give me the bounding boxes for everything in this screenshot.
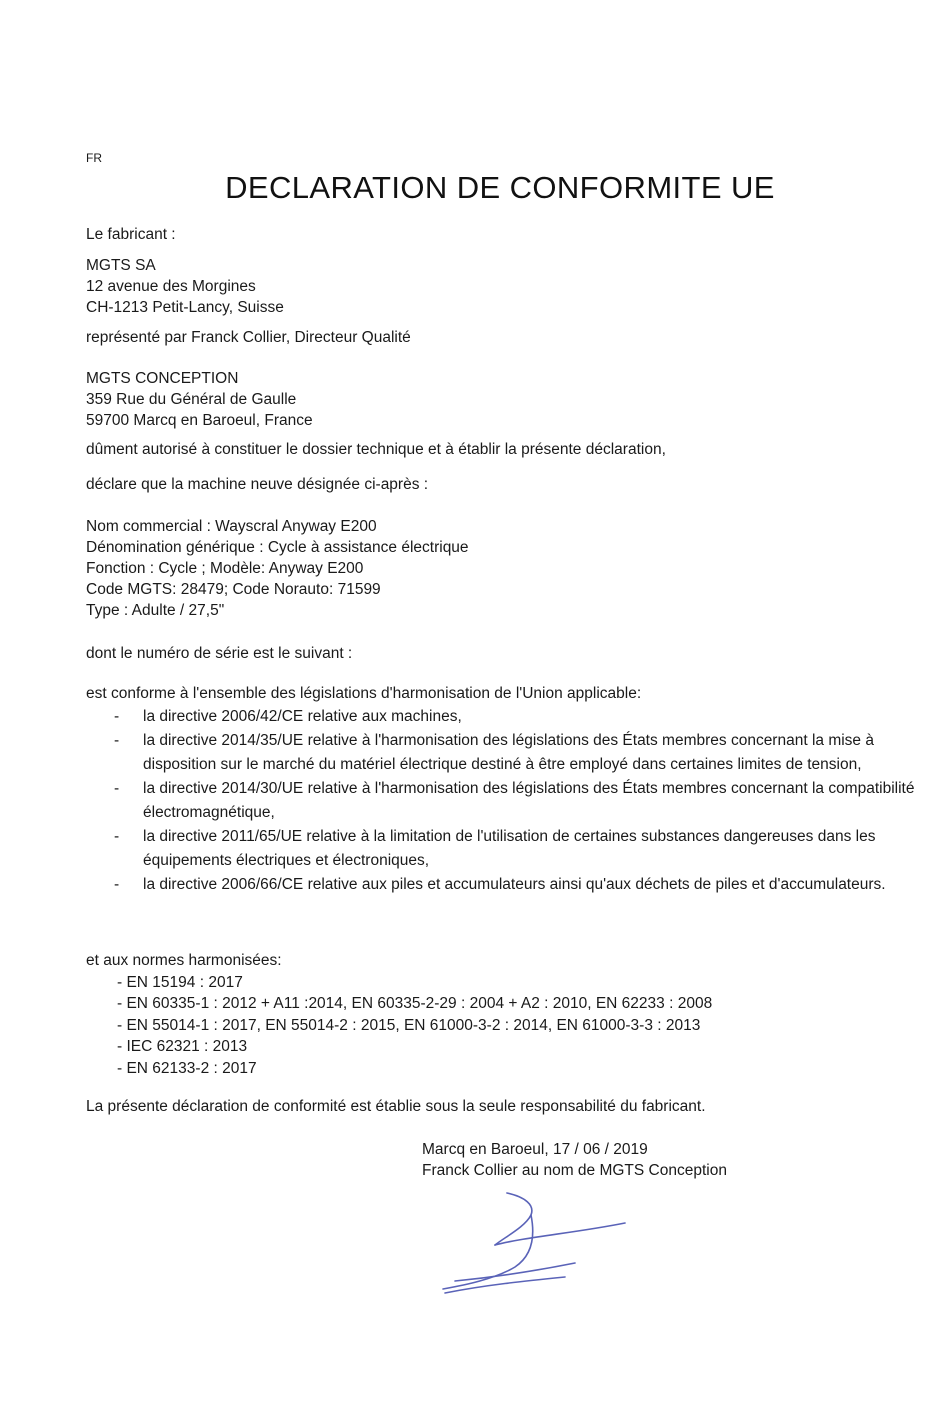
norm-item: - EN 62133-2 : 2017 bbox=[117, 1059, 257, 1077]
directive-item: - la directive 2014/35/UE relative à l'harmonisation des législations des États membres concernant la mise à disposition sur le marché du matériel électrique destiné à être employé dans certaines limites de tension, bbox=[114, 732, 874, 773]
declares-text: déclare que la machine neuve désignée ci-après : bbox=[86, 476, 429, 493]
manufacturer-address bbox=[86, 255, 284, 318]
norm-item: - EN 60335-1 : 2012 + A11 :2014, EN 60335-2-29 : 2004 + A2 : 2010, EN 62233 : 2008 bbox=[117, 995, 713, 1012]
directive-item: - la directive 2006/42/CE relative aux machines, bbox=[114, 708, 462, 725]
address-line: CH-1213 Petit-Lancy, Suisse bbox=[86, 299, 284, 316]
language-code: FR bbox=[86, 151, 102, 165]
handwritten-signature bbox=[435, 1185, 645, 1295]
norm-item: - IEC 62321 : 2013 bbox=[117, 1038, 248, 1055]
manufacturer-label: Le fabricant : bbox=[86, 226, 176, 243]
address-line: MGTS CONCEPTION bbox=[86, 370, 239, 387]
machine-line: Fonction : Cycle ; Modèle: Anyway E200 bbox=[86, 560, 364, 577]
document-title: DECLARATION DE CONFORMITE UE bbox=[225, 170, 775, 205]
address-line: MGTS SA bbox=[86, 257, 156, 274]
directive-item: - la directive 2014/30/UE relative à l'harmonisation des législations des États membres concernant la compatibilité électromagnétique, bbox=[114, 780, 915, 821]
machine-line: Type : Adulte / 27,5" bbox=[86, 602, 225, 619]
norms-section bbox=[86, 950, 712, 1079]
norms-label: et aux normes harmonisées: bbox=[86, 952, 282, 969]
directive-item: - la directive 2011/65/UE relative à la limitation de l'utilisation de certaines substances dangereuses dans les équipements électriques et électroniques, bbox=[114, 828, 876, 869]
directive-list bbox=[86, 705, 916, 897]
machine-line: Dénomination générique : Cycle à assistance électrique bbox=[86, 539, 469, 556]
machine-details bbox=[86, 516, 469, 621]
serial-text: dont le numéro de série est le suivant : bbox=[86, 645, 353, 662]
signatory-name: Franck Collier au nom de MGTS Conception bbox=[422, 1162, 727, 1179]
authorized-text: dûment autorisé à constituer le dossier technique et à établir la présente déclaration, bbox=[86, 441, 666, 458]
conformity-text: est conforme à l'ensemble des législations d'harmonisation de l'Union applicable: bbox=[86, 685, 642, 702]
norm-item: - EN 55014-1 : 2017, EN 55014-2 : 2015, EN 61000-3-2 : 2014, EN 61000-3-3 : 2013 bbox=[117, 1016, 701, 1034]
address-line: 59700 Marcq en Baroeul, France bbox=[86, 412, 313, 429]
address-line: 12 avenue des Morgines bbox=[86, 278, 256, 295]
authorized-address bbox=[86, 368, 313, 431]
norm-item: - EN 15194 : 2017 bbox=[117, 973, 243, 991]
address-line: 359 Rue du Général de Gaulle bbox=[86, 391, 297, 408]
represented-by: représenté par Franck Collier, Directeur Qualité bbox=[86, 329, 411, 346]
place-date: Marcq en Baroeul, 17 / 06 / 2019 bbox=[422, 1141, 648, 1158]
responsibility-text: La présente déclaration de conformité est établie sous la seule responsabilité du fabricant. bbox=[86, 1098, 706, 1115]
machine-line: Code MGTS: 28479; Code Norauto: 71599 bbox=[86, 581, 381, 598]
directive-item: - la directive 2006/66/CE relative aux piles et accumulateurs ainsi qu'aux déchets de piles et d'accumulateurs. bbox=[114, 876, 886, 893]
machine-line: Nom commercial : Wayscral Anyway E200 bbox=[86, 518, 377, 535]
